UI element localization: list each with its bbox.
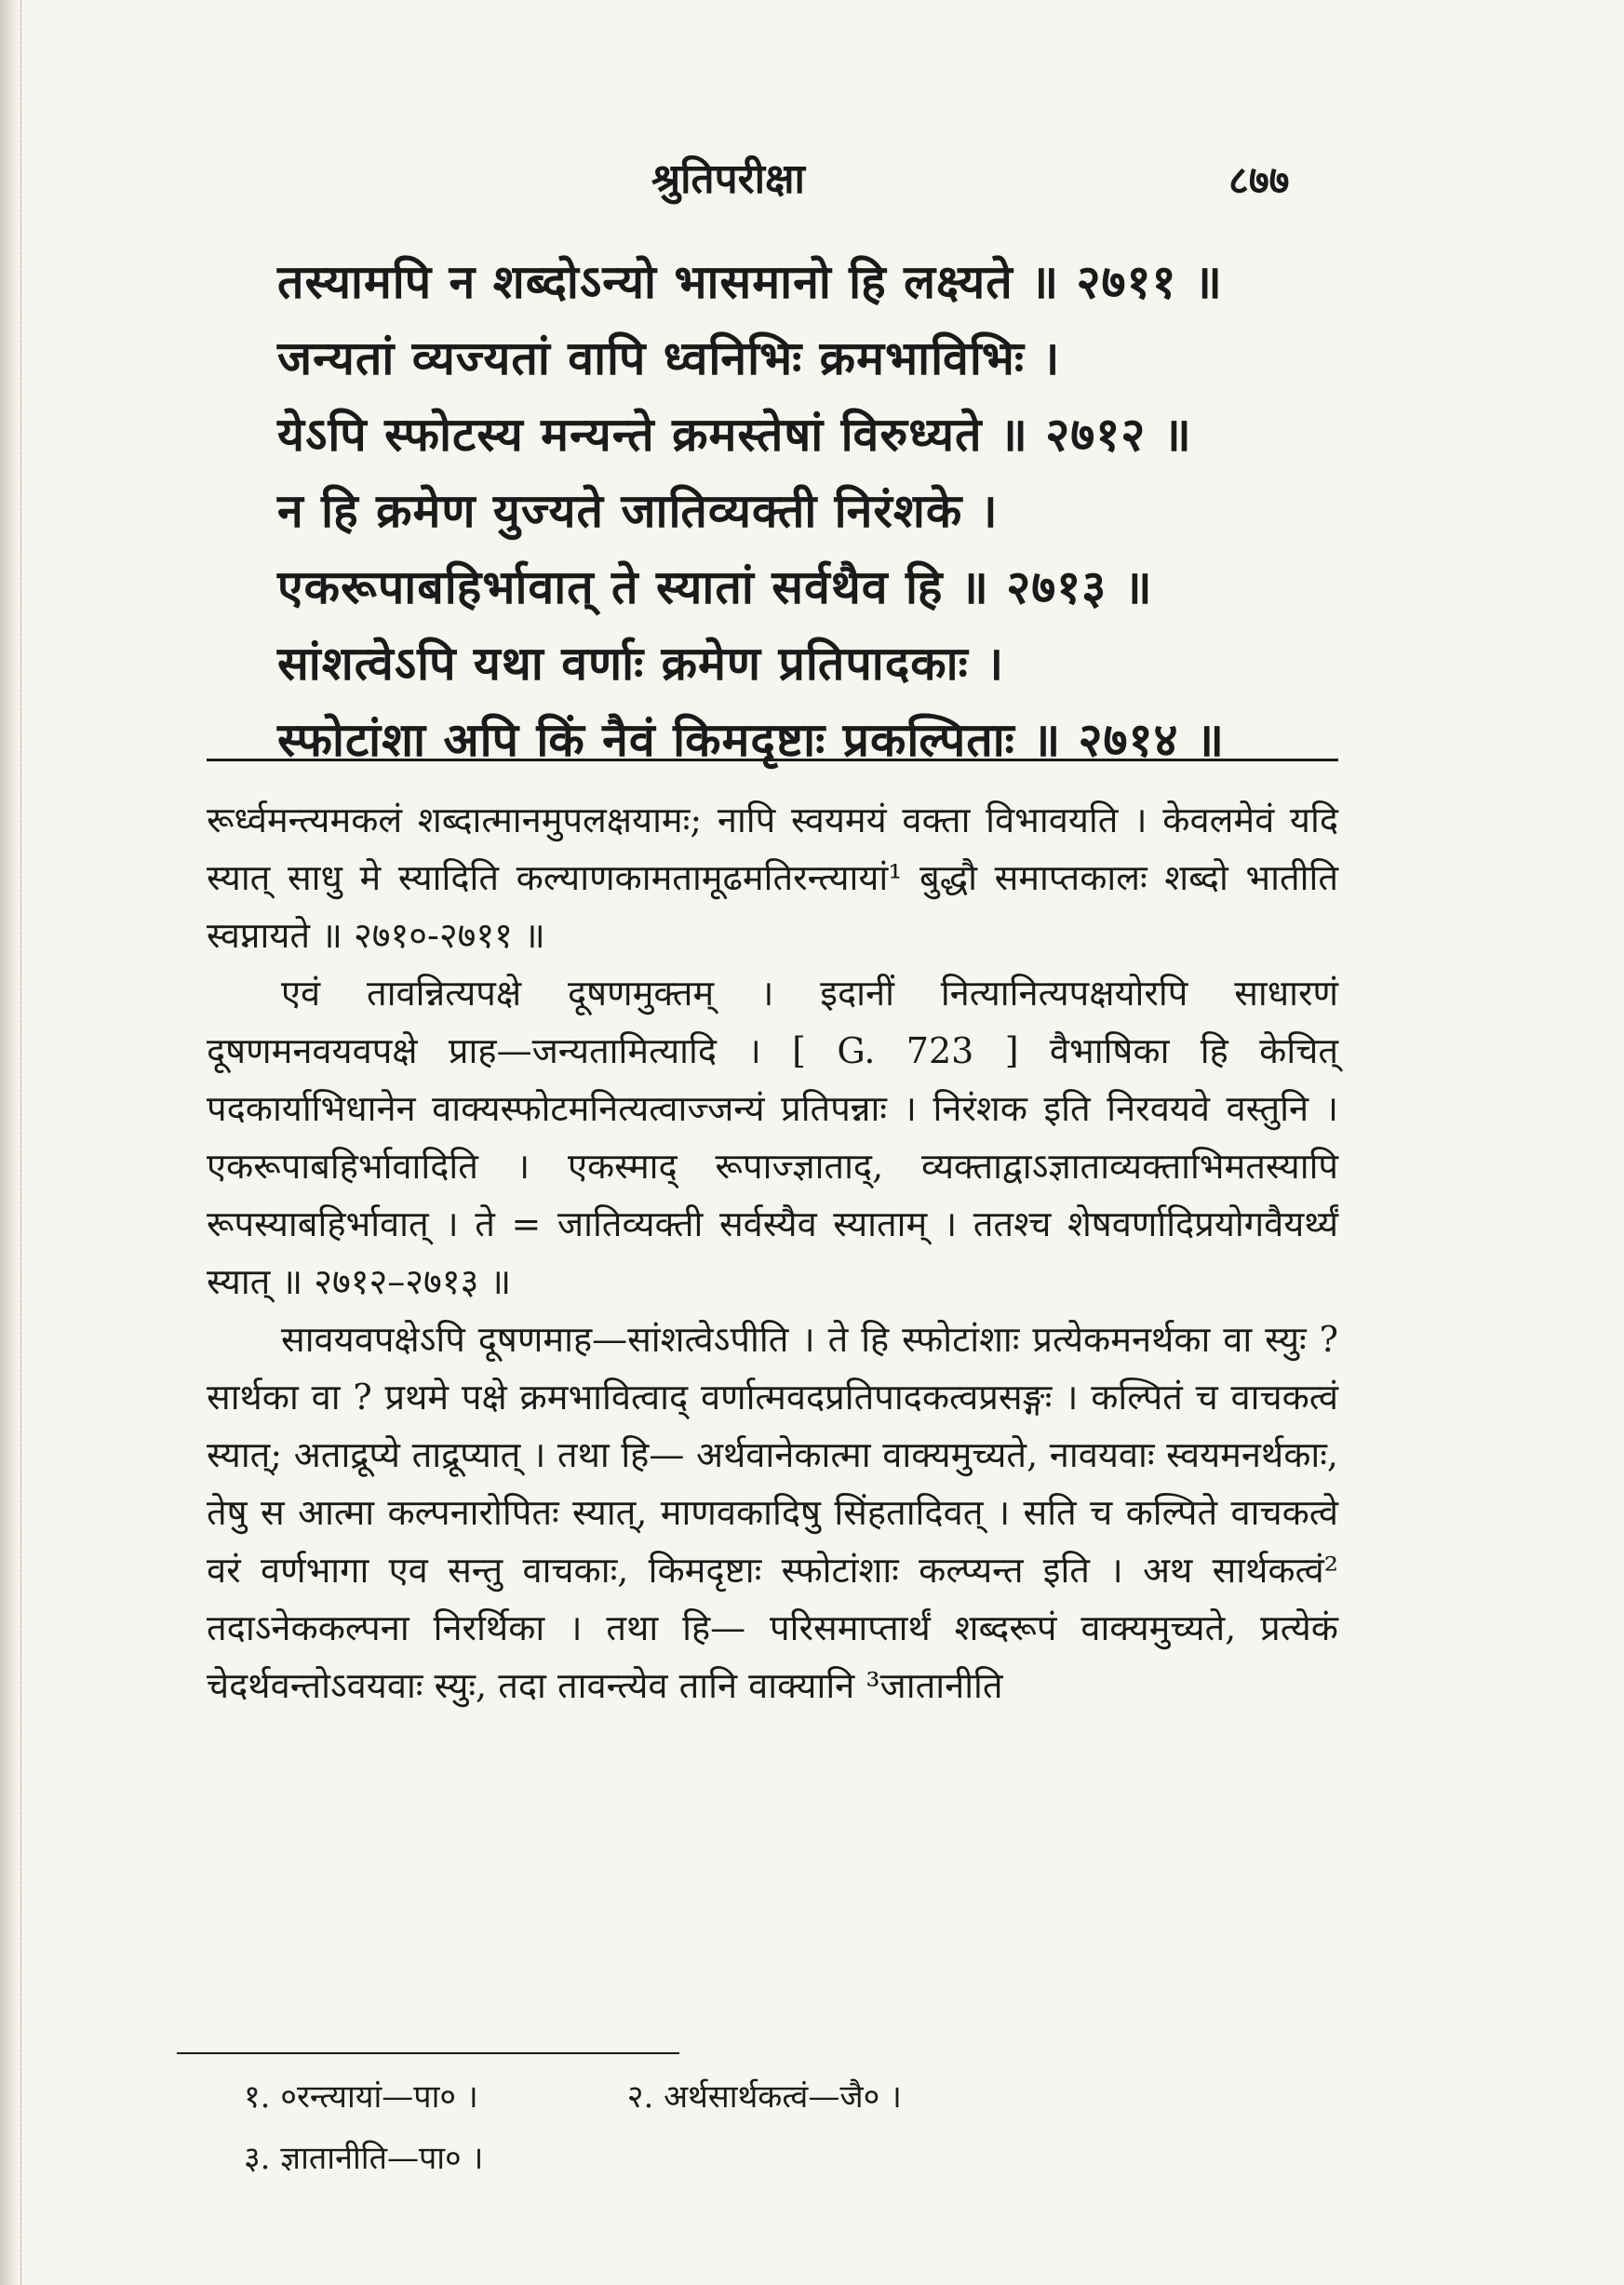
verse-block: [277, 244, 1348, 778]
commentary-block: [207, 791, 1338, 1714]
commentary-paragraph: एवं तावन्नित्यपक्षे दूषणमुक्तम् । इदानीं नित्यानित्यपक्षयोरपि साधारणं दूषणमनवयवपक्षे प्राह—जन्यतामित्यादि । [ G. 723 ] वैभाषिका हि केचित् पदकार्याभिधानेन वाक्यस्फोटमनित्यत्वाज्जन्यं प्रतिपन्नाः । निरंशक इति निरवयवे वस्तुनि । एकरूपाबहिर्भावादिति । एकस्माद् रूपाज्ज्ञाताद्, व्यक्ताद्वाऽज्ञाताव्यक्ताभिमतस्यापि रूपस्याबहिर्भावात् । ते = जातिव्यक्ती सर्वस्यैव स्याताम् । ततश्च शेषवर्णादिप्रयोगवैयर्थ्यं स्यात् ॥ २७१२–२७१३ ॥: [207, 973, 1338, 1302]
footnote: २. अर्थसार्थकत्वं—जै० ।: [626, 2078, 902, 2116]
footnote: ३. ज्ञातानीति—पा० ।: [244, 2140, 484, 2177]
page-header: [0, 140, 1624, 214]
verse-line: न हि क्रमेण युज्यते जातिव्यक्ती निरंशके ।: [277, 483, 999, 538]
running-title: श्रुतिपरीक्षा: [651, 155, 805, 203]
verse-line: तस्यामपि न शब्दोऽन्यो भासमानो हि लक्ष्यते ॥ २७११ ॥: [277, 254, 1223, 309]
verse-line: जन्यतां व्यज्यतां वापि ध्वनिभिः क्रमभाविभिः ।: [277, 330, 1061, 385]
verse-line: येऽपि स्फोटस्य मन्यन्ते क्रमस्तेषां विरुध्यते ॥ २७१२ ॥: [277, 407, 1192, 462]
footnote-row: [244, 2066, 1174, 2128]
footnote-row: [244, 2128, 1174, 2189]
page-number: ८७७: [1228, 157, 1290, 203]
verse-line: सांशत्वेऽपि यथा वर्णाः क्रमेण प्रतिपादकाः ।: [277, 636, 1005, 691]
page-binding-edge: [0, 0, 21, 2285]
commentary-paragraph: रूर्ध्वमन्त्यमकलं शब्दात्मानमुपलक्षयामः; नापि स्वयमयं वक्ता विभावयति । केवलमेवं यदि स्यात् साधु मे स्यादिति कल्याणकामतामूढमतिरन्त्यायां¹ बुद्धौ समाप्तकालः शब्दो भातीति स्वप्नायते ॥ २७१०-२७११ ॥: [207, 800, 1338, 956]
footnote-divider: [177, 2052, 679, 2054]
verse-commentary-divider: [207, 759, 1338, 761]
commentary-paragraph: सावयवपक्षेऽपि दूषणमाह—सांशत्वेऽपीति । ते हि स्फोटांशाः प्रत्येकमनर्थका वा स्युः ? सार्थका वा ? प्रथमे पक्षे क्रमभावित्वाद् वर्णात्मवदप्रतिपादकत्वप्रसङ्गः । कल्पितं च वाचकत्वं स्यात्; अताद्रूप्ये ताद्रूप्यात् । तथा हि— अर्थवानेकात्मा वाक्यमुच्यते, नावयवाः स्वयमनर्थकाः, तेषु स आत्मा कल्पनारोपितः स्यात्, माणवकादिषु सिंहतादिवत् । सति च कल्पिते वाचकत्वे वरं वर्णभागा एव सन्तु वाचकाः, किमदृष्टाः स्फोटांशाः कल्प्यन्त इति । अथ सार्थकत्वं² तदाऽनेककल्पना निरर्थिका । तथा हि— परिसमाप्तार्थं शब्दरूपं वाक्यमुच्यते, प्रत्येकं चेदर्थवन्तोऽवयवाः स्युः, तदा तावन्त्येव तानि वाक्यानि ³जातानीति: [207, 1319, 1338, 1706]
verse-line: एकरूपाबहिर्भावात् ते स्यातां सर्वथैव हि ॥ २७१३ ॥: [277, 559, 1153, 614]
verse-line: स्फोटांशा अपि किं नैवं किमदृष्टाः प्रकल्पिताः ॥ २७१४ ॥: [277, 712, 1225, 767]
footnote: १. ०रन्त्यायां—पा० ।: [244, 2078, 478, 2116]
footnotes: [244, 2066, 1174, 2189]
